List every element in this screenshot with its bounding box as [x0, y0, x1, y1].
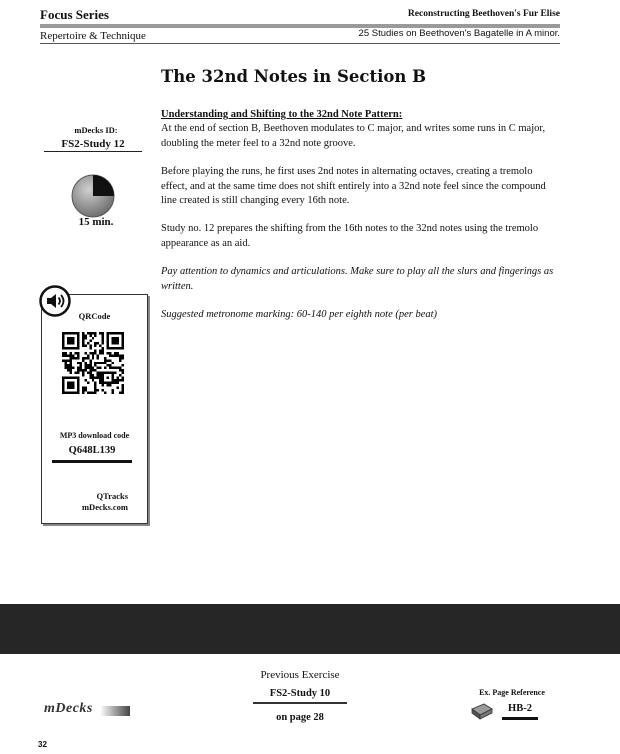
- logo-gradient-bar: [100, 706, 130, 716]
- header-subtitle: Repertoire & Technique: [40, 30, 146, 42]
- header-description: 25 Studies on Beethoven's Bagatelle in A minor.: [358, 28, 560, 39]
- paragraph-4: Pay attention to dynamics and articulations. Make sure to play all the slurs and fingerings as written.: [161, 266, 554, 292]
- qr-code-icon[interactable]: [62, 332, 124, 394]
- page-reference-label: Ex. Page Reference: [479, 688, 545, 697]
- mdecks-id-label: mDecks ID:: [74, 125, 118, 135]
- mdecks-logo: mDecks: [44, 701, 93, 716]
- section-heading: Understanding and Shifting to the 32nd Note Pattern:: [161, 109, 403, 120]
- paragraph-1: At the end of section B, Beethoven modulates to C major, and writes some runs in C major, doubling the meter feel to a 32nd note groove.: [161, 123, 546, 149]
- series-title: Focus Series: [40, 7, 109, 22]
- qtracks-site-link[interactable]: mDecks.com: [81, 502, 128, 512]
- mdecks-id-value: FS2-Study 12: [44, 138, 142, 152]
- page-title: The 32nd Notes in Section B: [161, 67, 427, 86]
- mp3-code-underline: [52, 460, 132, 463]
- footer-band: [0, 604, 620, 654]
- page-reference-underline: [502, 717, 538, 720]
- previous-exercise-link[interactable]: FS2-Study 10: [269, 688, 331, 699]
- qtracks-label: QTracks: [96, 491, 128, 501]
- qr-label: QRCode: [78, 311, 111, 321]
- paragraph-2: Before playing the runs, he first uses 2nd notes in alternating octaves, creating a tremolo effect, and at the same time does not shift entirely into a 32nd note feel since the compound line created is still changing every 16th note.: [161, 166, 546, 207]
- book-title: Reconstructing Beethoven's Fur Elise: [407, 9, 560, 19]
- previous-exercise-label: Previous Exercise: [260, 669, 340, 681]
- header-rule-thin: [40, 43, 560, 44]
- page-number: 32: [38, 740, 47, 749]
- duration-clock-icon: [70, 173, 116, 219]
- mp3-download-code: Q648L139: [68, 445, 116, 456]
- mp3-download-label: MP3 download code: [59, 431, 130, 440]
- previous-exercise-page: on page 28: [276, 712, 324, 723]
- paragraph-3: Study no. 12 prepares the shifting from the 16th notes to the 32nd notes using the tremolo appearance as an aid.: [161, 223, 539, 249]
- qr-panel: [41, 294, 148, 524]
- book-icon: [470, 701, 494, 721]
- previous-exercise-underline: [253, 702, 347, 704]
- duration-wedge: [93, 175, 114, 196]
- body-text: [161, 108, 561, 336]
- page-reference-link[interactable]: HB-2: [508, 703, 532, 714]
- duration-label: 15 min.: [78, 216, 114, 228]
- paragraph-5: Suggested metronome marking: 60-140 per eighth note (per beat): [161, 309, 438, 321]
